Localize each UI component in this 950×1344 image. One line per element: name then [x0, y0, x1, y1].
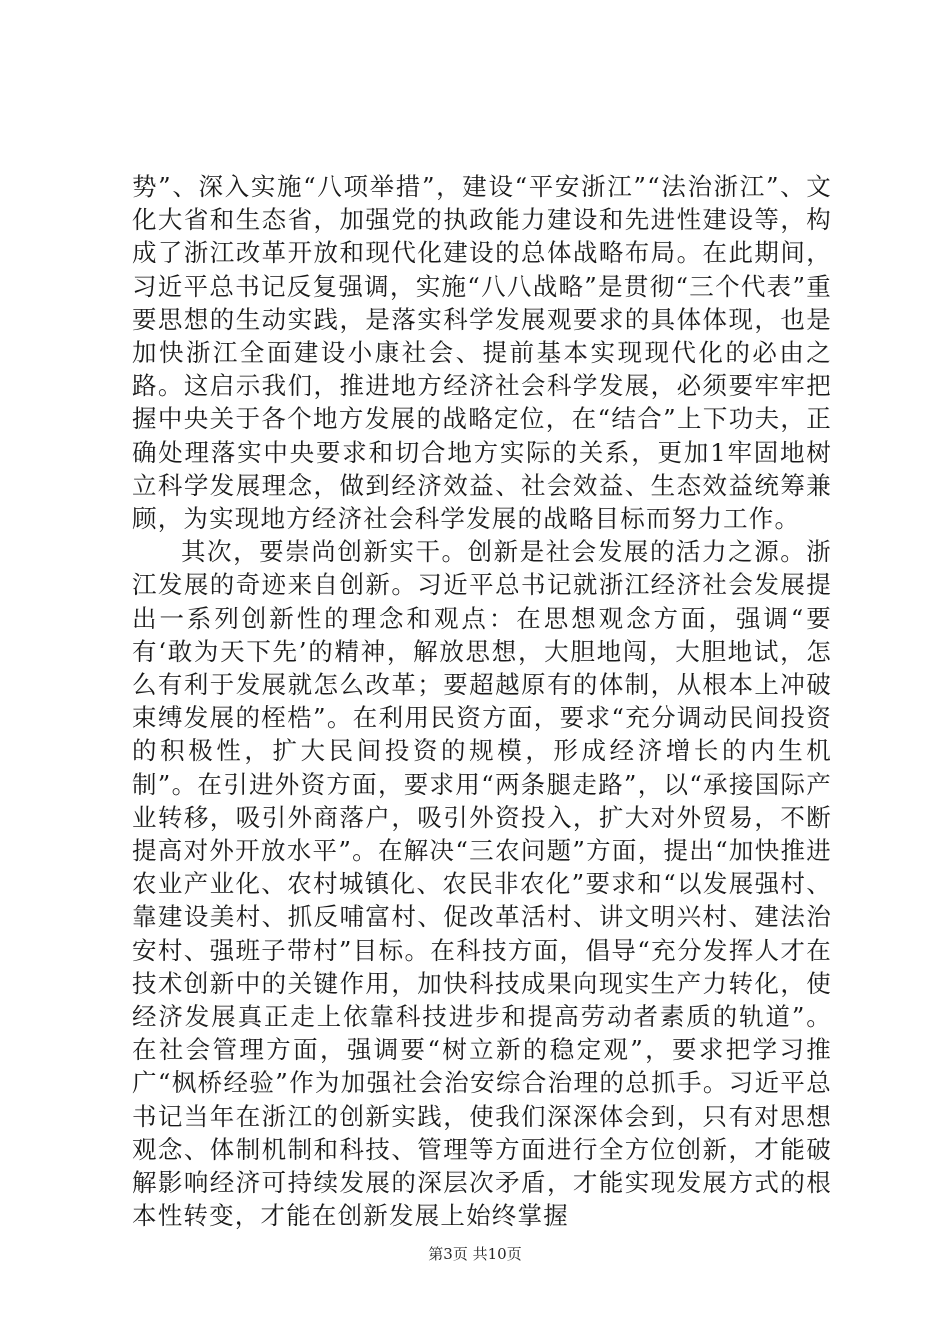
page-number-label: 第3页 共10页: [428, 1245, 522, 1263]
document-body: [132, 170, 832, 1233]
paragraph-continuation: 势”、深入实施“八项举措”，建设“平安浙江”“法治浙江”、文化大省和生态省，加强党的执政能力建设和先进性建设等，构成了浙江改革开放和现代化建设的总体战略布局。在此期间，习近平总书记反复强调，实施“八八战略”是贯彻“三个代表”重要思想的生动实践，是落实科学发展观要求的具体体现，也是加快浙江全面建设小康社会、提前基本实现现代化的必由之路。这启示我们，推进地方经济社会科学发展，必须要牢牢把握中央关于各个地方发展的战略定位，在“结合”上下功夫，正确处理落实中央要求和切合地方实际的关系，更加1牢固地树立科学发展理念，做到经济效益、社会效益、生态效益统筹兼顾，为实现地方经济社会科学发展的战略目标而努力工作。: [132, 172, 832, 534]
page-footer: [0, 1244, 950, 1264]
paragraph-innovation: 其次，要崇尚创新实干。创新是社会发展的活力之源。浙江发展的奇迹来自创新。习近平总书记就浙江经济社会发展提出一系列创新性的理念和观点：在思想观念方面，强调“要有‘敢为天下先’的精神，解放思想，大胆地闯，大胆地试，怎么有利于发展就怎么改革；要超越原有的体制，从根本上冲破束缚发展的桎梏”。在利用民资方面，要求“充分调动民间投资的积极性，扩大民间投资的规模，形成经济增长的内生机制”。在引进外资方面，要求用“两条腿走路”，以“承接国际产业转移，吸引外商落户，吸引外资投入，扩大对外贸易，不断提高对外开放水平”。在解决“三农问题”方面，提出“加快推进农业产业化、农村城镇化、农民非农化”要求和“以发展强村、靠建设美村、抓反哺富村、促改革活村、讲文明兴村、建法治安村、强班子带村”目标。在科技方面，倡导“充分发挥人才在技术创新中的关键作用，加快科技成果向现实生产力转化，使经济发展真正走上依靠科技进步和提高劳动者素质的轨道”。在社会管理方面，强调要“树立新的稳定观”，要求把学习推广“枫桥经验”作为加强社会治安综合治理的总抓手。习近平总书记当年在浙江的创新实践，使我们深深体会到，只有对思想观念、体制机制和科技、管理等方面进行全方位创新，才能破解影响经济可持续发展的深层次矛盾，才能实现发展方式的根本性转变，才能在创新发展上始终掌握: [132, 537, 832, 1231]
